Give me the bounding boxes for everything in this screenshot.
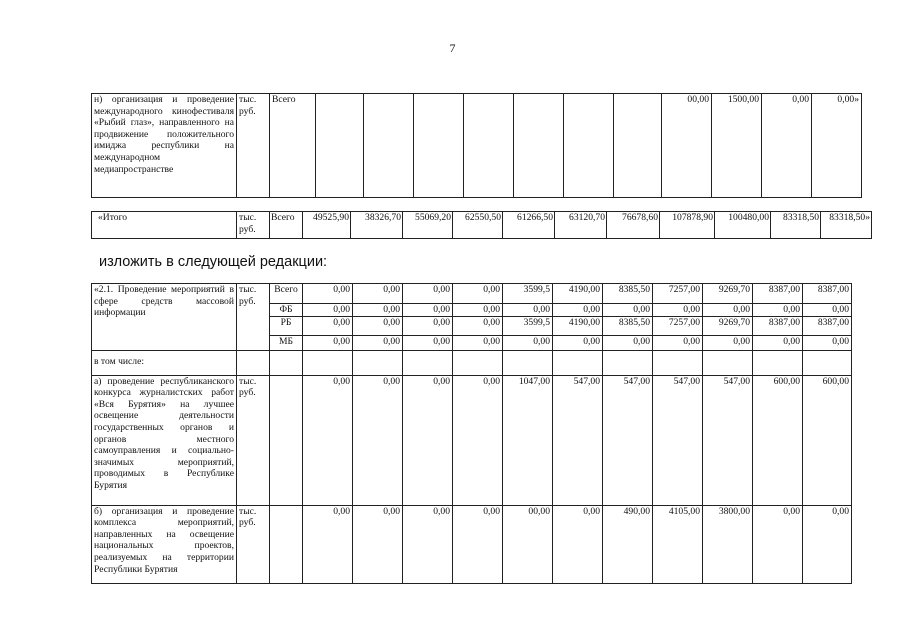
value-cell: 4190,00 [553,284,603,304]
value-cell: 600,00 [803,375,852,505]
value-cell: 0,00 [353,316,403,335]
value-cell: 8385,50 [603,316,653,335]
value-cell: 490,00 [603,505,653,583]
value-cell: 100480,00 [715,212,771,239]
value-cell: 1047,00 [503,375,553,505]
value-cell [364,94,414,198]
value-cell: 0,00 [553,304,603,317]
value-cell: 0,00 [453,284,503,304]
value-cell: 0,00 [503,304,553,317]
value-cell: 0,00 [553,335,603,350]
table-row [92,284,852,304]
value-cell: 3599,5 [503,284,553,304]
value-cell [414,94,464,198]
row-source: Всего [270,284,303,304]
value-cell: 0,00 [353,304,403,317]
value-cell: 0,00 [453,304,503,317]
value-cell: 547,00 [703,375,753,505]
value-cell: 00,00 [662,94,712,198]
value-cell: 0,00 [803,304,852,317]
value-cell: 0,00 [453,505,503,583]
value-cell: 7257,00 [653,316,703,335]
item-a-unit: тыс. руб. [237,375,270,505]
value-cell: 1500,00 [712,94,762,198]
value-cell: 107878,90 [660,212,715,239]
table-item-n [91,93,862,198]
item-a-description: а) проведение республиканского конкурса журналистских работ «Вся Бурятия» на лучшее освещение деятельности государственных органов и органов местного самоуправления и социально-значимых мероприятий, проводимых в Республике Бурятия [92,375,237,505]
value-cell: 0,00 [703,335,753,350]
value-cell: 9269,70 [703,316,753,335]
value-cell: 63120,70 [555,212,607,239]
value-cell: 61266,50 [503,212,555,239]
row-unit: тыс. руб. [237,212,270,239]
value-cell: 0,00 [703,304,753,317]
section-heading: изложить в следующей редакции: [99,254,328,270]
value-cell: 0,00 [353,375,403,505]
value-cell: 83318,50» [821,212,872,239]
value-cell: 0,00 [653,304,703,317]
value-cell: 0,00 [503,335,553,350]
value-cell: 0,00 [453,316,503,335]
value-cell: 0,00 [453,335,503,350]
value-cell: 9269,70 [703,284,753,304]
value-cell: 76678,60 [607,212,660,239]
value-cell: 0,00 [353,284,403,304]
value-cell: 0,00 [403,284,453,304]
value-cell: 4105,00 [653,505,703,583]
value-cell: 0,00 [353,335,403,350]
row-unit: тыс. руб. [237,94,270,198]
value-cell: 0,00 [303,335,353,350]
value-cell: 8387,00 [803,316,852,335]
table-row [92,212,872,239]
value-cell [514,94,564,198]
value-cell [464,94,514,198]
row-source: Всего [270,212,303,239]
row-source: РБ [270,316,303,335]
page-number: 7 [449,41,456,55]
value-cell: 0,00 [303,505,353,583]
value-cell: 3599,5 [503,316,553,335]
value-cell: 0,00 [403,335,453,350]
value-cell: 0,00» [812,94,862,198]
value-cell: 3800,00 [703,505,753,583]
value-cell: 0,00 [753,304,803,317]
value-cell [316,94,364,198]
value-cell: 0,00 [403,304,453,317]
table-section-2-1 [91,283,852,584]
row-description: н) организация и проведение международного кинофестиваля «Рыбий глаз», направленного на продвижение положительного имиджа республики на международном медиапространстве [92,94,237,198]
value-cell: 0,00 [803,335,852,350]
value-cell: 4190,00 [553,316,603,335]
item-b-description: б) организация и проведение комплекса мероприятий, направленных на освещение национальных проектов, реализуемых на территории Республики Бурятия [92,505,237,583]
value-cell: 0,00 [603,304,653,317]
value-cell: 0,00 [803,505,852,583]
row-source: Всего [270,94,316,198]
table-row [92,375,852,505]
value-cell: 0,00 [753,505,803,583]
value-cell: 547,00 [553,375,603,505]
row-source: ФБ [270,304,303,317]
item-b-unit: тыс. руб. [237,505,270,583]
table-row [92,94,862,198]
value-cell: 0,00 [353,505,403,583]
value-cell: 0,00 [603,335,653,350]
value-cell: 547,00 [653,375,703,505]
value-cell: 8385,50 [603,284,653,304]
value-cell: 0,00 [303,304,353,317]
table-total [91,211,872,239]
section-unit: тыс. руб. [237,284,270,351]
value-cell [614,94,662,198]
value-cell: 0,00 [762,94,812,198]
value-cell: 38326,70 [351,212,403,239]
value-cell: 0,00 [403,505,453,583]
value-cell: 62550,50 [453,212,503,239]
value-cell: 49525,90 [303,212,351,239]
value-cell: 7257,00 [653,284,703,304]
value-cell [564,94,614,198]
value-cell: 600,00 [753,375,803,505]
table-row [92,505,852,583]
section-description: «2.1. Проведение мероприятий в сфере средств массовой информации [92,284,237,351]
value-cell: 0,00 [453,375,503,505]
value-cell: 8387,00 [753,284,803,304]
value-cell: 83318,50 [771,212,821,239]
total-label: «Итого [92,212,237,239]
row-source: МБ [270,335,303,350]
value-cell: 0,00 [653,335,703,350]
value-cell: 55069,20 [403,212,453,239]
value-cell: 0,00 [403,316,453,335]
value-cell: 547,00 [603,375,653,505]
including-label: в том числе: [92,350,237,375]
table-row [92,350,852,375]
value-cell: 00,00 [503,505,553,583]
value-cell: 8387,00 [753,316,803,335]
value-cell: 0,00 [403,375,453,505]
value-cell: 0,00 [303,375,353,505]
value-cell: 0,00 [753,335,803,350]
value-cell: 8387,00 [803,284,852,304]
value-cell: 0,00 [303,284,353,304]
value-cell: 0,00 [303,316,353,335]
value-cell: 0,00 [553,505,603,583]
